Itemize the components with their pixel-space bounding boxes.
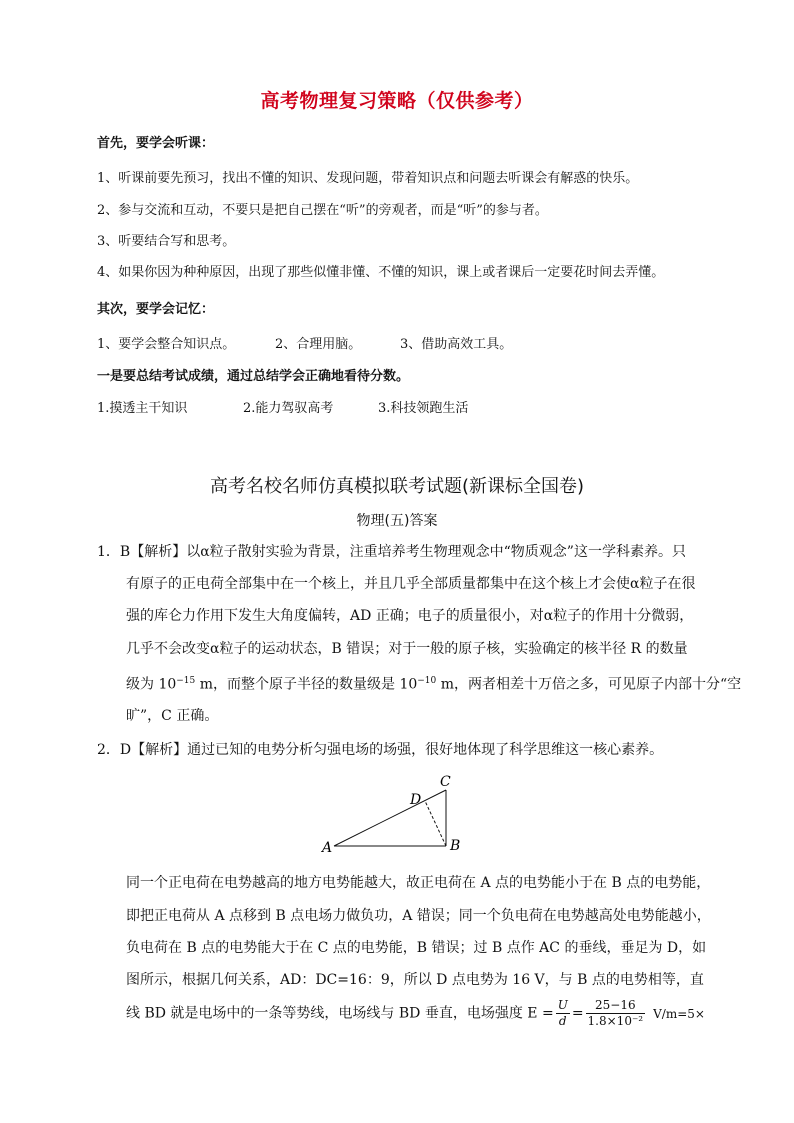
q2-line-1: 2．D【解析】通过已知的电势分析匀强电场的场强，很好地体现了科学思维这一核心素养。: [97, 742, 664, 758]
q1-line-2: 有原子的正电荷全部集中在一个核上，并且几乎全部质量都集中在这个核上才会使α粒子在很: [126, 576, 696, 592]
memory-summary: 一是要总结考试成绩，通过总结学会正确地看待分数。: [97, 369, 410, 384]
fraction-value: [586, 998, 646, 1029]
q1-line-1: 1．B【解析】以α粒子散射实验为背景，注重培养考生物理观念中“物质观念”这一学科素养。只: [97, 544, 686, 560]
memory-item-2: 2、合理用脑。: [275, 337, 362, 352]
strategy-title: 高考物理复习策略（仅供参考）: [260, 90, 534, 112]
fraction-u-over-d: [556, 998, 570, 1029]
q1-l5-part-a: 级为 10: [126, 676, 177, 693]
fraction-1-numerator: U: [557, 998, 568, 1012]
q1-line-5: [126, 671, 741, 695]
q1-l5-exp-1: −15: [176, 676, 196, 686]
q2-para-3: 负电荷在 B 点的电势能大于在 C 点的电势能，B 错误；过 B 点作 AC 的垂线，垂足为 D，如: [126, 940, 707, 956]
listen-item-2: 2、参与交流和互动，不要只是把自己摆在“听”的旁观者，而是“听”的参与者。: [97, 203, 548, 218]
q2-para-2: 即把正电荷从 A 点移到 B 点电场力做负功，A 错误；同一个负电荷在电势越高处电势能越小，: [126, 908, 711, 924]
listen-item-3: 3、听要结合写和思考。: [97, 234, 236, 249]
q1-line-6: 旷”，C 正确。: [126, 708, 219, 724]
fraction-2-numerator: 25−16: [586, 998, 646, 1014]
label-a: A: [322, 840, 333, 856]
q2-para-5: [126, 998, 705, 1029]
edge-ac: [334, 790, 446, 846]
exam-title: 高考名校名师仿真模拟联考试题(新课标全国卷): [209, 476, 585, 497]
label-d: D: [410, 792, 422, 808]
equals-sign: =: [571, 1005, 584, 1022]
memory-heading: 其次，要学会记忆：: [97, 302, 215, 317]
listen-heading: 首先，要学会听课：: [97, 136, 215, 151]
tag-1: 1.摸透主干知识: [97, 401, 188, 416]
exam-subtitle: 物理(五)答案: [356, 513, 438, 529]
q1-line-3: 强的库仑力作用下发生大角度偏转，AD 正确；电子的质量很小，对α粒子的作用十分微弱，: [126, 608, 694, 624]
q1-line-4: 几乎不会改变α粒子的运动状态，B 错误；对于一般的原子核，实验确定的核半径 R 的数量: [126, 641, 688, 657]
q2-p5-text: 线 BD 就是电场中的一条等势线，电场线与 BD 垂直，电场强度 E =: [126, 1005, 554, 1022]
label-c: C: [440, 774, 451, 790]
memory-item-1: 1、要学会整合知识点。: [97, 337, 236, 352]
q2-para-4: 图所示，根据几何关系，AD：DC=16：9，所以 D 点电势为 16 V，与 B 点的电势相等，直: [126, 972, 704, 988]
triangle-diagram: [320, 770, 470, 860]
fraction-1-denominator: d: [558, 1014, 567, 1028]
label-b: B: [450, 838, 461, 854]
q2-p5-unit: V/m=5×: [653, 1006, 705, 1021]
listen-item-4: 4、如果你因为种种原因，出现了那些似懂非懂、不懂的知识，课上或者课后一定要花时间去弄懂。: [97, 265, 665, 280]
q1-l5-part-b: m，而整个原子半径的数量级是 10: [195, 676, 418, 693]
q1-l5-part-c: m，两者相差十万倍之多，可见原子内部十分“空: [436, 676, 742, 693]
listen-item-1: 1、听课前要先预习，找出不懂的知识、发现问题，带着知识点和问题去听课会有解惑的快乐。: [97, 171, 639, 186]
fraction-2-denominator: 1.8×10⁻²: [587, 1014, 644, 1028]
memory-item-3: 3、借助高效工具。: [400, 337, 513, 352]
edge-bd-dashed: [425, 801, 446, 846]
tag-2: 2.能力驾驭高考: [243, 401, 334, 416]
q2-para-1: 同一个正电荷在电势越高的地方电势能越大，故正电荷在 A 点的电势能小于在 B 点的电势能，: [126, 875, 711, 891]
q1-l5-exp-2: −10: [417, 676, 437, 686]
tag-3: 3.科技领跑生活: [378, 401, 469, 416]
